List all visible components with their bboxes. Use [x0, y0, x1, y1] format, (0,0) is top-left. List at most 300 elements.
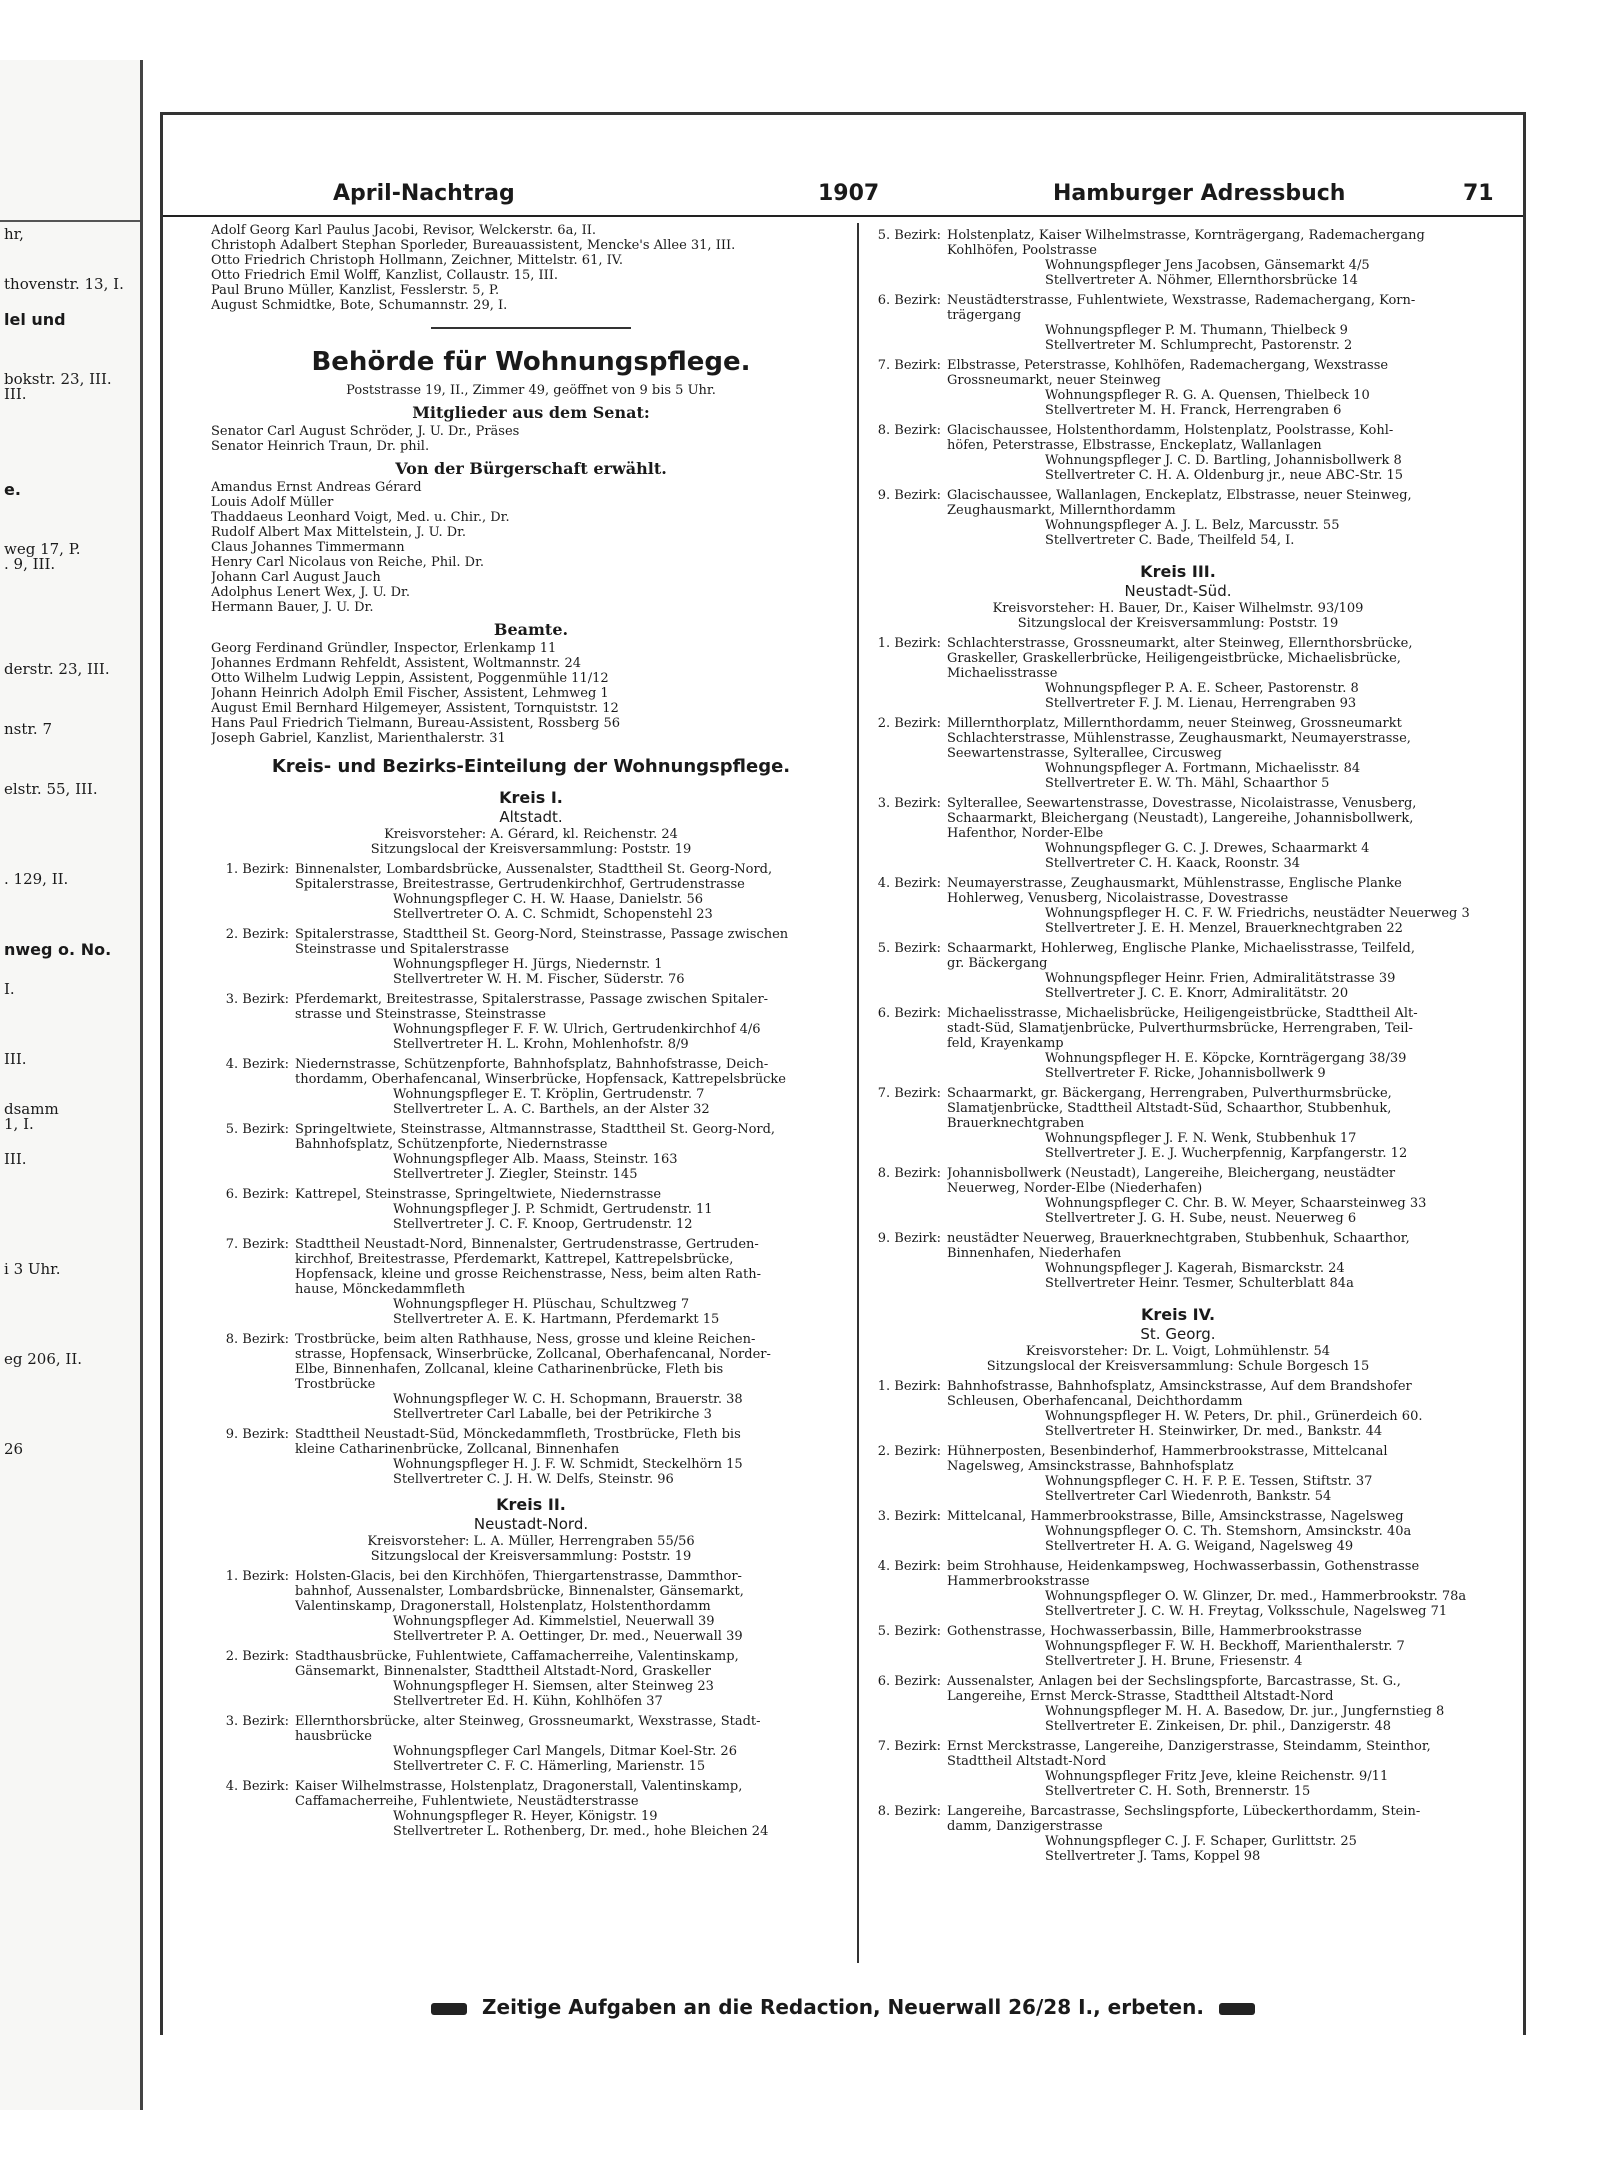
intro-line: August Schmidtke, Bote, Schumannstr. 29, I.	[211, 298, 508, 313]
buergerschaft-heading: Von der Bürgerschaft erwählt.	[395, 459, 667, 478]
bezirk-streets: Langereihe, Ernst Merck-Strasse, Stadttheil Altstadt-Nord	[947, 1689, 1334, 1704]
bezirk-entry	[863, 1674, 1493, 1734]
wohnungspfleger: Wohnungspfleger O. W. Glinzer, Dr. med., Hammerbrookstr. 78a	[1045, 1589, 1467, 1604]
bezirk-label: 4. Bezirk:	[225, 1057, 289, 1072]
bezirk-streets: Mittelcanal, Hammerbrookstrasse, Bille, Amsinckstrasse, Nagelsweg	[947, 1509, 1404, 1524]
bezirk-body	[947, 1559, 1493, 1619]
bezirk-streets: Glacischaussee, Holstenthordamm, Holstenplatz, Poolstrasse, Kohl-	[947, 423, 1394, 438]
bezirk-streets: Stadthausbrücke, Fuhlentwiete, Caffamacherreihe, Valentinskamp,	[295, 1649, 739, 1664]
senat-list	[211, 424, 851, 454]
bezirk-streets: Graskeller, Graskellerbrücke, Heiligengeistbrücke, Michaelisbrücke,	[947, 651, 1401, 666]
buergerschaft-member: Louis Adolf Müller	[211, 495, 334, 510]
bezirk-streets: kirchhof, Breitestrasse, Pferdemarkt, Kattrepel, Kattrepelsbrücke,	[295, 1252, 734, 1267]
buergerschaft-member: Amandus Ernst Andreas Gérard	[211, 480, 422, 495]
bezirk-streets: thordamm, Oberhafencanal, Winserbrücke, Hopfensack, Kattrepelsbrücke	[295, 1072, 786, 1087]
wohnungspfleger: Wohnungspfleger Jens Jacobsen, Gänsemarkt 4/5	[1045, 258, 1370, 273]
bezirk-body	[295, 862, 851, 922]
bezirk-label: 1. Bezirk:	[877, 636, 941, 651]
bezirk-entry	[863, 876, 1493, 936]
intro-line: Christoph Adalbert Stephan Sporleder, Bureauassistent, Mencke's Allee 31, III.	[211, 238, 736, 253]
bezirk-streets: Kattrepel, Steinstrasse, Springeltwiete, Niedernstrasse	[295, 1187, 662, 1202]
bezirk-entry	[863, 293, 1493, 353]
previous-page-fragment: nweg o. No.	[4, 940, 112, 959]
senat-member: Senator Carl August Schröder, J. U. Dr., Präses	[211, 424, 520, 439]
stellvertreter: Stellvertreter C. H. Kaack, Roonstr. 34	[1045, 856, 1301, 871]
bezirk-label: 2. Bezirk:	[225, 927, 289, 942]
bezirk-entry	[863, 1231, 1493, 1291]
kreis1-vorsteher: Kreisvorsteher: A. Gérard, kl. Reichenstr. 24	[384, 827, 678, 842]
bezirk-body	[947, 423, 1493, 483]
bezirk-streets: Neumayerstrasse, Zeughausmarkt, Mühlenstrasse, Englische Planke	[947, 876, 1402, 891]
bezirk-streets: Ernst Merckstrasse, Langereihe, Danzigerstrasse, Steindamm, Steinthor,	[947, 1739, 1431, 1754]
bezirk-streets: Pferdemarkt, Breitestrasse, Spitalerstrasse, Passage zwischen Spitaler-	[295, 992, 769, 1007]
buergerschaft-member: Johann Carl August Jauch	[211, 570, 381, 585]
bezirk-streets: Gothenstrasse, Hochwasserbassin, Bille, Hammerbrookstrasse	[947, 1624, 1362, 1639]
bezirk-entry	[863, 1624, 1493, 1669]
bezirk-label: 3. Bezirk:	[225, 1714, 289, 1729]
bezirk-entry	[863, 423, 1493, 483]
bezirk-streets: Spitalerstrasse, Breitestrasse, Gertrudenkirchhof, Gertrudenstrasse	[295, 877, 745, 892]
authority-title: Behörde für Wohnungspflege.	[311, 347, 751, 377]
bezirk-body	[295, 1122, 851, 1182]
bezirk-streets: höfen, Peterstrasse, Elbstrasse, Enckeplatz, Wallanlagen	[947, 438, 1322, 453]
bezirk-body	[947, 1674, 1493, 1734]
bezirk-streets: beim Strohhause, Heidenkampsweg, Hochwasserbassin, Gothenstrasse	[947, 1559, 1420, 1574]
bezirk-body	[947, 1086, 1493, 1161]
bezirk-body	[295, 1332, 851, 1422]
bezirk-streets: Johannisbollwerk (Neustadt), Langereihe, Bleichergang, neustädter	[947, 1166, 1396, 1181]
wohnungspfleger: Wohnungspfleger R. Heyer, Königstr. 19	[393, 1809, 658, 1824]
beamte-member: Hans Paul Friedrich Tielmann, Bureau-Assistent, Rossberg 56	[211, 716, 621, 731]
bezirk-label: 2. Bezirk:	[877, 1444, 941, 1459]
bezirk-label: 6. Bezirk:	[877, 1006, 941, 1021]
bezirk-streets: Trostbrücke, beim alten Rathhause, Ness, grosse und kleine Reichen-	[295, 1332, 756, 1347]
bezirk-streets: kleine Catharinenbrücke, Zollcanal, Binnenhafen	[295, 1442, 620, 1457]
bezirk-streets: strasse und Steinstrasse, Steinstrasse	[295, 1007, 546, 1022]
bezirk-streets: gr. Bäckergang	[947, 956, 1048, 971]
previous-page-fragment: lel und	[4, 310, 66, 329]
bezirk-body	[295, 1187, 851, 1232]
wohnungspfleger: Wohnungspfleger H. Siemsen, alter Steinweg 23	[393, 1679, 714, 1694]
bezirk-entry	[211, 1779, 851, 1839]
bezirk-entry	[863, 1379, 1493, 1439]
stellvertreter: Stellvertreter M. H. Franck, Herrengraben 6	[1045, 403, 1342, 418]
bezirk-entry	[863, 716, 1493, 791]
bezirk-body	[295, 992, 851, 1052]
bezirk-streets: Bahnhofstrasse, Bahnhofsplatz, Amsinckstrasse, Auf dem Brandshofer	[947, 1379, 1412, 1394]
kreis1-bezirke	[211, 862, 851, 1487]
stellvertreter: Stellvertreter H. L. Krohn, Mohlenhofstr. 8/9	[393, 1037, 689, 1052]
stellvertreter: Stellvertreter C. H. A. Oldenburg jr., neue ABC-Str. 15	[1045, 468, 1404, 483]
wohnungspfleger: Wohnungspfleger A. J. L. Belz, Marcusstr. 55	[1045, 518, 1340, 533]
bezirk-streets: Seewartenstrasse, Sylterallee, Circusweg	[947, 746, 1222, 761]
bezirk-streets: Trostbrücke	[295, 1377, 376, 1392]
previous-page-fragment: 1, I.	[4, 1115, 34, 1133]
kreis2-bezirke	[211, 1569, 851, 1839]
bezirk-entry	[863, 1804, 1493, 1864]
bezirk-streets: Sylterallee, Seewartenstrasse, Dovestrasse, Nicolaistrasse, Venusberg,	[947, 796, 1417, 811]
previous-page-edge	[0, 60, 143, 2110]
bezirk-streets: Kohlhöfen, Poolstrasse	[947, 243, 1097, 258]
beamte-member: Otto Wilhelm Ludwig Leppin, Assistent, Poggenmühle 11/12	[211, 671, 609, 686]
wohnungspfleger: Wohnungspfleger F. F. W. Ulrich, Gertrudenkirchhof 4/6	[393, 1022, 761, 1037]
stellvertreter: Stellvertreter J. C. F. Knoop, Gertrudenstr. 12	[393, 1217, 693, 1232]
bezirk-body	[947, 1444, 1493, 1504]
bezirk-streets: trägergang	[947, 308, 1022, 323]
bezirk-label: 8. Bezirk:	[225, 1332, 289, 1347]
bezirk-label: 4. Bezirk:	[877, 1559, 941, 1574]
einteilung-title: Kreis- und Bezirks-Einteilung der Wohnungspflege.	[271, 756, 791, 777]
bezirk-label: 4. Bezirk:	[225, 1779, 289, 1794]
bezirk-streets: Zeughausmarkt, Millernthordamm	[947, 503, 1176, 518]
stellvertreter: Stellvertreter Carl Laballe, bei der Petrikirche 3	[393, 1407, 712, 1422]
bezirk-body	[947, 1379, 1493, 1439]
bezirk-streets: Elbstrasse, Peterstrasse, Kohlhöfen, Rademachergang, Wexstrasse	[947, 358, 1389, 373]
bezirk-entry	[211, 1649, 851, 1709]
intro-line: Otto Friedrich Christoph Hollmann, Zeichner, Mittelstr. 61, IV.	[211, 253, 623, 268]
stellvertreter: Stellvertreter J. G. H. Sube, neust. Neuerweg 6	[1045, 1211, 1357, 1226]
bezirk-label: 5. Bezirk:	[877, 1624, 941, 1639]
intro-line: Adolf Georg Karl Paulus Jacobi, Revisor, Welckerstr. 6a, II.	[211, 223, 596, 238]
bezirk-streets: Kaiser Wilhelmstrasse, Holstenplatz, Dragonerstall, Valentinskamp,	[295, 1779, 743, 1794]
stellvertreter: Stellvertreter F. J. M. Lienau, Herrengraben 93	[1045, 696, 1357, 711]
stellvertreter: Stellvertreter Carl Wiedenroth, Bankstr. 54	[1045, 1489, 1332, 1504]
page-footer	[163, 1995, 1523, 2019]
stellvertreter: Stellvertreter J. E. H. Menzel, Brauerknechtgraben 22	[1045, 921, 1403, 936]
stellvertreter: Stellvertreter E. Zinkeisen, Dr. phil., Danzigerstr. 48	[1045, 1719, 1391, 1734]
bezirk-label: 8. Bezirk:	[877, 423, 941, 438]
kreis3-vorsteher: Kreisvorsteher: H. Bauer, Dr., Kaiser Wilhelmstr. 93/109	[992, 601, 1364, 616]
buergerschaft-list	[211, 480, 851, 615]
wohnungspfleger: Wohnungspfleger A. Fortmann, Michaelisstr. 84	[1045, 761, 1361, 776]
stellvertreter: Stellvertreter W. H. M. Fischer, Süderstr. 76	[393, 972, 685, 987]
kreis1-sitzung: Sitzungslocal der Kreisversammlung: Poststr. 19	[370, 842, 692, 857]
bezirk-entry	[211, 1332, 851, 1422]
header-year: 1907	[818, 181, 880, 206]
bezirk-body	[295, 1237, 851, 1327]
bezirk-streets: Slamatjenbrücke, Stadttheil Altstadt-Süd, Schaarthor, Stubbenhuk,	[947, 1101, 1392, 1116]
wohnungspfleger: Wohnungspfleger Ad. Kimmelstiel, Neuerwall 39	[393, 1614, 715, 1629]
bezirk-entry	[211, 1187, 851, 1232]
bezirk-entry	[863, 488, 1493, 548]
stellvertreter: Stellvertreter M. Schlumprecht, Pastorenstr. 2	[1045, 338, 1353, 353]
wohnungspfleger: Wohnungspfleger Alb. Maass, Steinstr. 163	[393, 1152, 678, 1167]
beamte-member: August Emil Bernhard Hilgemeyer, Assistent, Tornquiststr. 12	[211, 701, 619, 716]
bezirk-label: 5. Bezirk:	[225, 1122, 289, 1137]
previous-page-fragment: 26	[4, 1440, 24, 1458]
wohnungspfleger: Wohnungspfleger H. W. Peters, Dr. phil., Grünerdeich 60.	[1045, 1409, 1423, 1424]
bezirk-label: 7. Bezirk:	[225, 1237, 289, 1252]
bezirk-body	[947, 228, 1493, 288]
pointing-hand-left-icon	[431, 2003, 467, 2015]
bezirk-body	[295, 1057, 851, 1117]
wohnungspfleger: Wohnungspfleger P. A. E. Scheer, Pastorenstr. 8	[1045, 681, 1359, 696]
beamte-member: Joseph Gabriel, Kanzlist, Marienthalerstr. 31	[211, 731, 506, 746]
kreis2-title: Kreis II.	[496, 1495, 566, 1514]
previous-page-fragment: weg 17, P.	[4, 540, 81, 558]
buergerschaft-member: Hermann Bauer, J. U. Dr.	[211, 600, 374, 615]
beamte-member: Johannes Erdmann Rehfeldt, Assistent, Woltmannstr. 24	[211, 656, 582, 671]
bezirk-body	[947, 358, 1493, 418]
bezirk-streets: Elbe, Binnenhafen, Zollcanal, kleine Catharinenbrücke, Fleth bis	[295, 1362, 724, 1377]
stellvertreter: Stellvertreter F. Ricke, Johannisbollwerk 9	[1045, 1066, 1326, 1081]
wohnungspfleger: Wohnungspfleger C. J. F. Schaper, Gurlittstr. 25	[1045, 1834, 1357, 1849]
bezirk-entry	[863, 1509, 1493, 1554]
buergerschaft-member: Rudolf Albert Max Mittelstein, J. U. Dr.	[211, 525, 467, 540]
wohnungspfleger: Wohnungspfleger J. Kagerah, Bismarckstr. 24	[1045, 1261, 1345, 1276]
bezirk-streets: strasse, Hopfensack, Winserbrücke, Zollcanal, Oberhafencanal, Norder-	[295, 1347, 771, 1362]
bezirk-body	[947, 488, 1493, 548]
beamte-member: Johann Heinrich Adolph Emil Fischer, Assistent, Lehmweg 1	[211, 686, 609, 701]
bezirk-streets: Hopfensack, kleine und grosse Reichenstrasse, Ness, beim alten Rath-	[295, 1267, 762, 1282]
bezirk-label: 1. Bezirk:	[225, 1569, 289, 1584]
bezirk-entry	[863, 1006, 1493, 1081]
beamte-list	[211, 641, 851, 746]
bezirk-label: 2. Bezirk:	[877, 716, 941, 731]
bezirk-label: 8. Bezirk:	[877, 1166, 941, 1181]
bezirk-streets: Michaelisstrasse, Michaelisbrücke, Heiligengeistbrücke, Stadttheil Alt-	[947, 1006, 1418, 1021]
wohnungspfleger: Wohnungspfleger P. M. Thumann, Thielbeck 9	[1045, 323, 1348, 338]
bezirk-body	[295, 927, 851, 987]
bezirk-body	[947, 941, 1493, 1001]
stellvertreter: Stellvertreter H. Steinwirker, Dr. med., Bankstr. 44	[1045, 1424, 1383, 1439]
previous-page-fragment: I.	[4, 980, 15, 998]
bezirk-streets: Nagelsweg, Amsinckstrasse, Bahnhofsplatz	[947, 1459, 1234, 1474]
senat-member: Senator Heinrich Traun, Dr. phil.	[211, 439, 430, 454]
kreis4-name: St. Georg.	[1140, 1325, 1216, 1343]
bezirk-label: 6. Bezirk:	[225, 1187, 289, 1202]
bezirk-body	[947, 1509, 1493, 1554]
bezirk-body	[295, 1649, 851, 1709]
bezirk-entry	[863, 228, 1493, 288]
stellvertreter: Stellvertreter L. A. C. Barthels, an der Alster 32	[393, 1102, 710, 1117]
wohnungspfleger: Wohnungspfleger F. W. H. Beckhoff, Marienthalerstr. 7	[1045, 1639, 1405, 1654]
previous-page-fragment: thovenstr. 13, I.	[4, 275, 124, 293]
bezirk-entry	[863, 1559, 1493, 1619]
wohnungspfleger: Wohnungspfleger O. C. Th. Stemshorn, Amsinckstr. 40a	[1045, 1524, 1412, 1539]
bezirk-entry	[211, 992, 851, 1052]
bezirk-streets: Gänsemarkt, Binnenalster, Stadttheil Altstadt-Nord, Graskeller	[295, 1664, 711, 1679]
wohnungspfleger: Wohnungspfleger C. H. F. P. E. Tessen, Stiftstr. 37	[1045, 1474, 1373, 1489]
buergerschaft-member: Henry Carl Nicolaus von Reiche, Phil. Dr.	[211, 555, 484, 570]
bezirk-label: 1. Bezirk:	[225, 862, 289, 877]
header-left: April-Nachtrag	[333, 181, 515, 206]
wohnungspfleger: Wohnungspfleger H. J. F. W. Schmidt, Steckelhörn 15	[393, 1457, 743, 1472]
bezirk-entry	[863, 636, 1493, 711]
wohnungspfleger: Wohnungspfleger C. H. W. Haase, Danielstr. 56	[393, 892, 704, 907]
wohnungspfleger: Wohnungspfleger E. T. Kröplin, Gertrudenstr. 7	[393, 1087, 705, 1102]
bezirk-streets: Schaarmarkt, Hohlerweg, Englische Planke, Michaelisstrasse, Teilfeld,	[947, 941, 1415, 956]
bezirk-entry	[863, 1739, 1493, 1799]
bezirk-entry	[211, 862, 851, 922]
bezirk-streets: Stadttheil Neustadt-Nord, Binnenalster, Gertrudenstrasse, Gertruden-	[295, 1237, 759, 1252]
wohnungspfleger: Wohnungspfleger J. C. D. Bartling, Johannisbollwerk 8	[1045, 453, 1402, 468]
kreis4-title: Kreis IV.	[1140, 1305, 1216, 1324]
bezirk-body	[295, 1779, 851, 1839]
left-column	[211, 223, 851, 1839]
bezirk-body	[947, 1804, 1493, 1864]
bezirk-streets: Schaarmarkt, gr. Bäckergang, Herrengraben, Pulverthurmsbrücke,	[947, 1086, 1392, 1101]
previous-page-fragment: III.	[4, 385, 27, 403]
intro-line: Paul Bruno Müller, Kanzlist, Fesslerstr. 5, P.	[211, 283, 500, 298]
wohnungspfleger: Wohnungspfleger Heinr. Frien, Admiralitätstrasse 39	[1045, 971, 1396, 986]
kreis2-bezirke-continued	[863, 228, 1493, 548]
kreis3-name: Neustadt-Süd.	[1124, 582, 1232, 600]
previous-page-fragment: derstr. 23, III.	[4, 660, 110, 678]
bezirk-entry	[211, 1714, 851, 1774]
stellvertreter: Stellvertreter J. Tams, Koppel 98	[1045, 1849, 1261, 1864]
bezirk-streets: stadt-Süd, Slamatjenbrücke, Pulverthurmsbrücke, Herrengraben, Teil-	[947, 1021, 1413, 1036]
kreis4-vorsteher: Kreisvorsteher: Dr. L. Voigt, Lohmühlenstr. 54	[1025, 1344, 1331, 1359]
wohnungspfleger: Wohnungspfleger H. C. F. W. Friedrichs, neustädter Neuerweg 3	[1045, 906, 1470, 921]
bezirk-body	[947, 293, 1493, 353]
previous-page-fragment: e.	[4, 480, 21, 499]
bezirk-entry	[863, 1444, 1493, 1504]
bezirk-body	[947, 876, 1493, 936]
wohnungspfleger: Wohnungspfleger R. G. A. Quensen, Thielbeck 10	[1045, 388, 1370, 403]
bezirk-streets: Binnenhafen, Niederhafen	[947, 1246, 1122, 1261]
document-page	[160, 112, 1526, 2035]
bezirk-streets: hause, Mönckedammfleth	[295, 1282, 466, 1297]
beamte-member: Georg Ferdinand Gründler, Inspector, Erlenkamp 11	[211, 641, 557, 656]
bezirk-label: 2. Bezirk:	[225, 1649, 289, 1664]
intro-line: Otto Friedrich Emil Wolff, Kanzlist, Collaustr. 15, III.	[211, 268, 559, 283]
wohnungspfleger: Wohnungspfleger C. Chr. B. W. Meyer, Schaarsteinweg 33	[1045, 1196, 1427, 1211]
wohnungspfleger: Wohnungspfleger H. Plüschau, Schultzweg 7	[393, 1297, 690, 1312]
bezirk-streets: Neuerweg, Norder-Elbe (Niederhafen)	[947, 1181, 1203, 1196]
wohnungspfleger: Wohnungspfleger H. Jürgs, Niedernstr. 1	[393, 957, 663, 972]
kreis4-sitzung: Sitzungslocal der Kreisversammlung: Schule Borgesch 15	[986, 1359, 1370, 1374]
previous-page-fragment: dsamm	[4, 1100, 59, 1118]
stellvertreter: Stellvertreter C. F. C. Hämerling, Marienstr. 15	[393, 1759, 706, 1774]
stellvertreter: Stellvertreter C. Bade, Theilfeld 54, I.	[1045, 533, 1295, 548]
intro-list	[211, 223, 851, 313]
bezirk-body	[947, 636, 1493, 711]
bezirk-streets: Schlachterstrasse, Mühlenstrasse, Zeughausmarkt, Neumayerstrasse,	[947, 731, 1411, 746]
bezirk-label: 9. Bezirk:	[877, 1231, 941, 1246]
bezirk-entry	[863, 1166, 1493, 1226]
stellvertreter: Stellvertreter A. E. K. Hartmann, Pferdemarkt 15	[393, 1312, 720, 1327]
section-divider	[431, 327, 631, 329]
stellvertreter: Stellvertreter P. A. Oettinger, Dr. med., Neuerwall 39	[393, 1629, 743, 1644]
bezirk-body	[947, 716, 1493, 791]
bezirk-label: 4. Bezirk:	[877, 876, 941, 891]
beamte-heading: Beamte.	[493, 620, 569, 639]
bezirk-label: 9. Bezirk:	[225, 1427, 289, 1442]
stellvertreter: Stellvertreter J. E. J. Wucherpfennig, Karpfangerstr. 12	[1045, 1146, 1408, 1161]
stellvertreter: Stellvertreter J. Ziegler, Steinstr. 145	[393, 1167, 638, 1182]
bezirk-label: 9. Bezirk:	[877, 488, 941, 503]
bezirk-entry	[211, 927, 851, 987]
stellvertreter: Stellvertreter J. H. Brune, Friesenstr. 4	[1045, 1654, 1303, 1669]
kreis3-bezirke	[863, 636, 1493, 1291]
bezirk-body	[295, 1714, 851, 1774]
bezirk-streets: Hohlerweg, Venusberg, Nicolaistrasse, Dovestrasse	[947, 891, 1289, 906]
bezirk-body	[295, 1427, 851, 1487]
senat-heading: Mitglieder aus dem Senat:	[412, 403, 650, 422]
page-header	[163, 175, 1523, 217]
bezirk-streets: Aussenalster, Anlagen bei der Sechslingspforte, Barcastrasse, St. G.,	[947, 1674, 1401, 1689]
bezirk-streets: Holstenplatz, Kaiser Wilhelmstrasse, Kornträgergang, Rademachergang	[947, 228, 1425, 243]
bezirk-streets: Langereihe, Barcastrasse, Sechslingspforte, Lübeckerthordamm, Stein-	[947, 1804, 1421, 1819]
bezirk-streets: Stadttheil Altstadt-Nord	[947, 1754, 1107, 1769]
bezirk-entry	[211, 1427, 851, 1487]
bezirk-streets: Valentinskamp, Dragonerstall, Holstenplatz, Holstenthordamm	[295, 1599, 711, 1614]
bezirk-streets: Holsten-Glacis, bei den Kirchhöfen, Thiergartenstrasse, Dammthor-	[295, 1569, 742, 1584]
right-column	[863, 223, 1493, 1864]
bezirk-streets: Schleusen, Oberhafencanal, Deichthordamm	[947, 1394, 1243, 1409]
bezirk-entry	[211, 1569, 851, 1644]
buergerschaft-member: Adolphus Lenert Wex, J. U. Dr.	[211, 585, 410, 600]
bezirk-streets: Schlachterstrasse, Grossneumarkt, alter Steinweg, Ellernthorsbrücke,	[947, 636, 1413, 651]
header-book-title: Hamburger Adressbuch	[1053, 181, 1346, 206]
bezirk-streets: Bahnhofsplatz, Schützenpforte, Niedernstrasse	[295, 1137, 608, 1152]
stellvertreter: Stellvertreter H. A. G. Weigand, Nagelsweg 49	[1045, 1539, 1354, 1554]
bezirk-label: 5. Bezirk:	[877, 941, 941, 956]
previous-page-rule	[0, 220, 140, 222]
kreis3-title: Kreis III.	[1140, 562, 1216, 581]
bezirk-label: 7. Bezirk:	[877, 1086, 941, 1101]
stellvertreter: Stellvertreter J. C. E. Knorr, Admiralitätstr. 20	[1045, 986, 1349, 1001]
previous-page-fragment: hr,	[4, 225, 24, 243]
wohnungspfleger: Wohnungspfleger H. E. Köpcke, Kornträgergang 38/39	[1045, 1051, 1407, 1066]
bezirk-streets: Springeltwiete, Steinstrasse, Altmannstrasse, Stadttheil St. Georg-Nord,	[295, 1122, 776, 1137]
wohnungspfleger: Wohnungspfleger Fritz Jeve, kleine Reichenstr. 9/11	[1045, 1769, 1389, 1784]
buergerschaft-member: Claus Johannes Timmermann	[211, 540, 405, 555]
wohnungspfleger: Wohnungspfleger J. P. Schmidt, Gertrudenstr. 11	[393, 1202, 713, 1217]
previous-page-fragment: nstr. 7	[4, 720, 52, 738]
kreis4-bezirke	[863, 1379, 1493, 1864]
bezirk-body	[947, 1166, 1493, 1226]
bezirk-label: 3. Bezirk:	[877, 1509, 941, 1524]
previous-page-fragment: elstr. 55, III.	[4, 780, 98, 798]
previous-page-fragment: i 3 Uhr.	[4, 1260, 61, 1278]
wohnungspfleger: Wohnungspfleger G. C. J. Drewes, Schaarmarkt 4	[1045, 841, 1370, 856]
bezirk-body	[947, 1739, 1493, 1799]
bezirk-streets: Binnenalster, Lombardsbrücke, Aussenalster, Stadttheil St. Georg-Nord,	[295, 862, 773, 877]
stellvertreter: Stellvertreter O. A. C. Schmidt, Schopenstehl 23	[393, 907, 713, 922]
bezirk-streets: Niedernstrasse, Schützenpforte, Bahnhofsplatz, Bahnhofstrasse, Deich-	[295, 1057, 769, 1072]
bezirk-label: 6. Bezirk:	[877, 1674, 941, 1689]
bezirk-streets: Hammerbrookstrasse	[947, 1574, 1090, 1589]
stellvertreter: Stellvertreter Ed. H. Kühn, Kohlhöfen 37	[393, 1694, 663, 1709]
bezirk-streets: neustädter Neuerweg, Brauerknechtgraben, Stubbenhuk, Schaarthor,	[947, 1231, 1410, 1246]
page-number: 71	[1463, 181, 1494, 206]
bezirk-label: 5. Bezirk:	[877, 228, 941, 243]
wohnungspfleger: Wohnungspfleger J. F. N. Wenk, Stubbenhuk 17	[1045, 1131, 1357, 1146]
kreis2-sitzung: Sitzungslocal der Kreisversammlung: Poststr. 19	[370, 1549, 692, 1564]
bezirk-streets: hausbrücke	[295, 1729, 372, 1744]
stellvertreter: Stellvertreter Heinr. Tesmer, Schulterblatt 84a	[1045, 1276, 1354, 1291]
bezirk-body	[947, 796, 1493, 871]
kreis2-name: Neustadt-Nord.	[473, 1515, 589, 1533]
stellvertreter: Stellvertreter C. J. H. W. Delfs, Steinstr. 96	[393, 1472, 674, 1487]
bezirk-entry	[863, 796, 1493, 871]
kreis1-name: Altstadt.	[499, 808, 563, 826]
bezirk-streets: Ellernthorsbrücke, alter Steinweg, Grossneumarkt, Wexstrasse, Stadt-	[295, 1714, 761, 1729]
bezirk-streets: Spitalerstrasse, Stadttheil St. Georg-Nord, Steinstrasse, Passage zwischen	[295, 927, 789, 942]
stellvertreter: Stellvertreter E. W. Th. Mähl, Schaarthor 5	[1045, 776, 1330, 791]
bezirk-entry	[211, 1057, 851, 1117]
stellvertreter: Stellvertreter J. C. W. H. Freytag, Volksschule, Nagelsweg 71	[1045, 1604, 1448, 1619]
column-divider	[857, 223, 859, 1963]
bezirk-entry	[863, 1086, 1493, 1161]
stellvertreter: Stellvertreter A. Nöhmer, Ellernthorsbrücke 14	[1045, 273, 1358, 288]
bezirk-streets: Millernthorplatz, Millernthordamm, neuer Steinweg, Grossneumarkt	[947, 716, 1402, 731]
bezirk-body	[947, 1006, 1493, 1081]
kreis2-vorsteher: Kreisvorsteher: L. A. Müller, Herrengraben 55/56	[367, 1534, 695, 1549]
bezirk-streets: Grossneumarkt, neuer Steinweg	[947, 373, 1161, 388]
